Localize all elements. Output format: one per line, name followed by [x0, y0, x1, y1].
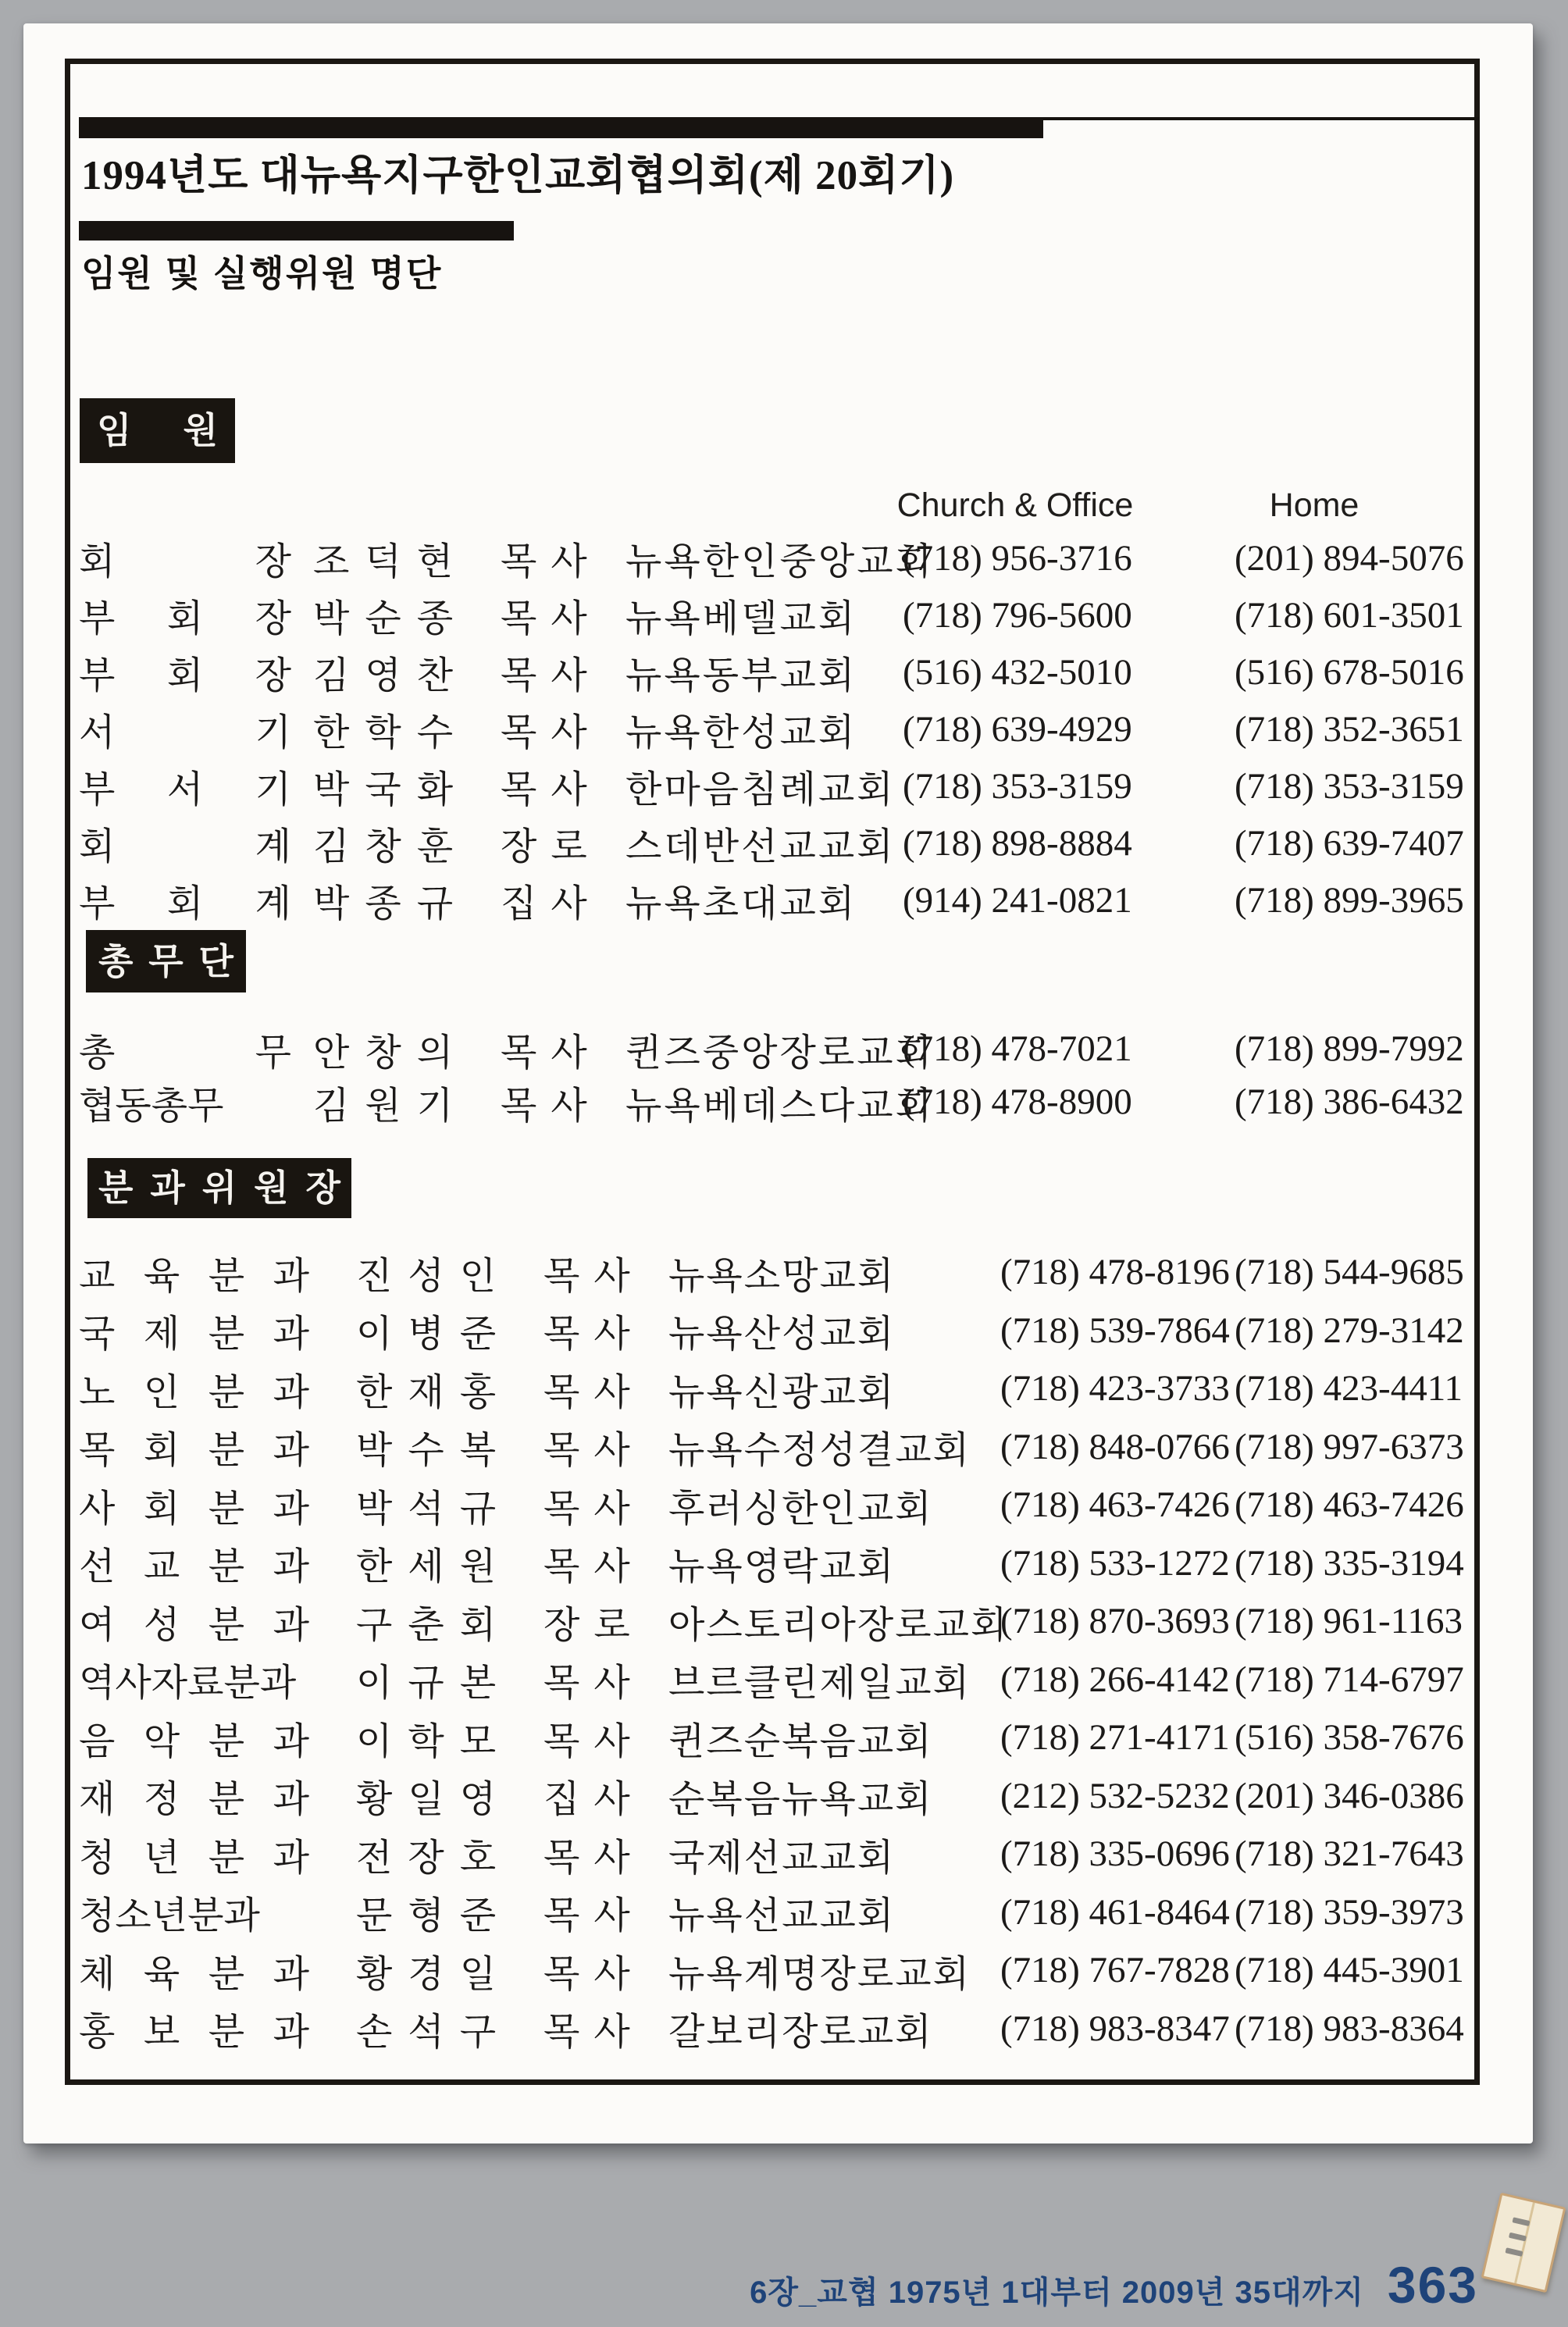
cell-name: 박수복	[356, 1430, 512, 1472]
page-subtitle: 임원 및 실행위원 명단	[81, 253, 443, 294]
cell-home: (718) 352-3651	[1235, 708, 1464, 750]
cell-office: (718) 639-4929	[903, 708, 1132, 750]
cell-church: 뉴욕베데스다교회	[625, 1085, 934, 1127]
cell-home: (718) 601-3501	[1235, 594, 1464, 636]
cell-office: (718) 983-8347	[1000, 2008, 1230, 2049]
cell-office: (718) 463-7426	[1000, 1484, 1230, 1526]
cell-name: 박석규	[356, 1488, 512, 1530]
cell-ttl: 목사	[501, 541, 601, 583]
cell-church: 뉴욕수정성결교회	[668, 1430, 971, 1472]
cell-church: 뉴욕신광교회	[668, 1371, 896, 1413]
cell-name: 진성인	[356, 1255, 512, 1297]
cell-home: (718) 544-9685	[1235, 1252, 1464, 1293]
cell-role: 홍 보 분 과	[79, 2012, 309, 2054]
table-row	[79, 1476, 1492, 1534]
cell-ttl: 목사	[543, 1895, 644, 1937]
cell-role: 사 회 분 과	[79, 1488, 309, 1530]
cell-role: 음 악 분 과	[79, 1720, 309, 1762]
cell-ttl: 목사	[543, 1720, 644, 1762]
cell-ttl: 목사	[543, 1837, 644, 1879]
cell-name: 이병준	[356, 1313, 512, 1356]
cell-role: 부 회 계	[79, 883, 291, 925]
cell-role: 총 무	[79, 1032, 291, 1074]
cell-home: (718) 359-3973	[1235, 1891, 1464, 1933]
cell-home: (718) 714-6797	[1235, 1659, 1464, 1700]
cell-home: (718) 279-3142	[1235, 1310, 1464, 1351]
cell-role: 청소년분과	[79, 1895, 260, 1937]
cell-office: (914) 241-0821	[903, 879, 1132, 921]
cell-church: 뉴욕베델교회	[625, 598, 857, 640]
cell-name: 손석구	[356, 2012, 512, 2054]
cell-role: 교 육 분 과	[79, 1255, 309, 1297]
cell-home: (201) 894-5076	[1235, 537, 1464, 579]
cell-office: (718) 767-7828	[1000, 1950, 1230, 1991]
cell-home: (516) 678-5016	[1235, 651, 1464, 693]
cell-ttl: 목사	[543, 1371, 644, 1413]
cell-home: (718) 961-1163	[1235, 1601, 1463, 1642]
cell-ttl: 장로	[543, 1604, 644, 1646]
cell-church: 한마음침례교회	[625, 769, 896, 811]
cell-church: 뉴욕동부교회	[625, 655, 857, 697]
cell-church: 스데반선교교회	[625, 826, 896, 868]
book-text-mark	[1509, 2233, 1527, 2242]
cell-role: 역사자료분과	[79, 1662, 297, 1705]
cell-church: 뉴욕소망교회	[668, 1255, 896, 1297]
cell-office: (718) 271-4171	[1000, 1717, 1230, 1759]
table-row	[79, 1243, 1492, 1302]
cell-ttl: 목사	[543, 1662, 644, 1705]
table-row	[79, 643, 1492, 700]
cell-church: 국제선교교회	[668, 1837, 896, 1879]
column-header-home: Home	[1269, 486, 1360, 524]
cell-church: 뉴욕영락교회	[668, 1546, 896, 1588]
cell-role: 국 제 분 과	[79, 1313, 309, 1356]
cell-ttl: 목사	[543, 1313, 644, 1356]
cell-role: 회 계	[79, 826, 291, 868]
cell-role: 부 서 기	[79, 769, 291, 811]
cell-name: 김원기	[313, 1085, 469, 1127]
cell-name: 김영찬	[313, 655, 469, 697]
committee-table	[79, 1243, 1492, 2058]
cell-role: 서 기	[79, 712, 291, 754]
table-row	[79, 1075, 1492, 1128]
cell-name: 한세원	[356, 1546, 512, 1588]
cell-ttl: 목사	[501, 1085, 601, 1127]
cell-office: (718) 478-7021	[903, 1028, 1132, 1069]
cell-name: 한재홍	[356, 1371, 512, 1413]
cell-home: (718) 997-6373	[1235, 1426, 1464, 1467]
cell-role: 부 회 장	[79, 655, 291, 697]
table-row	[79, 1359, 1492, 1418]
cell-office: (212) 532-5232	[1000, 1775, 1230, 1816]
cell-ttl: 목사	[501, 712, 601, 754]
cell-church: 퀸즈중앙장로교회	[625, 1032, 934, 1074]
footer-caption: 6장_교협 1975년 1대부터 2009년 35대까지	[750, 2275, 1364, 2310]
cell-role: 목 회 분 과	[79, 1430, 309, 1472]
cell-role: 회 장	[79, 541, 291, 583]
cell-office: (718) 478-8900	[903, 1082, 1132, 1122]
cell-name: 조덕현	[313, 541, 469, 583]
cell-role: 재 정 분 과	[79, 1779, 309, 1821]
cell-role: 부 회 장	[79, 598, 291, 640]
cell-church: 뉴욕한성교회	[625, 712, 857, 754]
cell-office: (718) 461-8464	[1000, 1891, 1230, 1933]
title-top-rule	[1043, 117, 1479, 120]
cell-church: 뉴욕계명장로교회	[668, 1953, 971, 1995]
officers-table	[79, 529, 1492, 928]
page-title: 1994년도 대뉴욕지구한인교회협의회(제 20회기)	[81, 153, 955, 198]
open-book-icon	[1481, 2193, 1566, 2293]
cell-home: (718) 899-3965	[1235, 879, 1464, 921]
cell-church: 뉴욕한인중앙교회	[625, 541, 934, 583]
cell-church: 뉴욕산성교회	[668, 1313, 896, 1356]
table-row	[79, 1592, 1492, 1651]
cell-name: 문형준	[356, 1895, 512, 1937]
cell-role: 노 인 분 과	[79, 1371, 309, 1413]
cell-home: (718) 639-7407	[1235, 822, 1464, 864]
table-row	[79, 586, 1492, 643]
book-spine	[1514, 2202, 1535, 2283]
column-header-church-office: Church & Office	[896, 486, 1134, 524]
table-row	[79, 1941, 1492, 2000]
cell-home: (718) 463-7426	[1235, 1484, 1464, 1526]
table-row	[79, 1418, 1492, 1477]
cell-home: (718) 423-4411	[1235, 1368, 1463, 1409]
table-row	[79, 871, 1492, 928]
cell-church: 순복음뉴욕교회	[668, 1779, 933, 1821]
cell-ttl: 목사	[543, 1430, 644, 1472]
table-row	[79, 529, 1492, 586]
cell-name: 박국화	[313, 769, 469, 811]
table-row	[79, 757, 1492, 814]
table-row	[79, 700, 1492, 757]
cell-name: 이규본	[356, 1662, 512, 1705]
cell-church: 뉴욕선교교회	[668, 1895, 896, 1937]
table-row	[79, 1709, 1492, 1767]
table-row	[79, 1022, 1492, 1075]
cell-office: (718) 796-5600	[903, 594, 1132, 636]
cell-ttl: 장로	[501, 826, 601, 868]
cell-role: 협동총무	[79, 1085, 224, 1127]
cell-ttl: 목사	[543, 1255, 644, 1297]
table-row	[79, 1534, 1492, 1593]
cell-home: (718) 445-3901	[1235, 1950, 1464, 1991]
cell-office: (718) 266-4142	[1000, 1659, 1230, 1700]
cell-office: (718) 335-0696	[1000, 1833, 1230, 1875]
cell-ttl: 목사	[501, 769, 601, 811]
table-row	[79, 2000, 1492, 2058]
cell-name: 황일영	[356, 1779, 512, 1821]
cell-office: (516) 432-5010	[903, 651, 1132, 693]
cell-home: (718) 353-3159	[1235, 765, 1464, 807]
cell-home: (201) 346-0386	[1235, 1775, 1464, 1816]
cell-ttl: 목사	[501, 598, 601, 640]
cell-ttl: 집사	[501, 883, 601, 925]
cell-home: (718) 335-3194	[1235, 1542, 1464, 1584]
cell-church: 퀸즈순복음교회	[668, 1720, 933, 1762]
cell-ttl: 목사	[543, 1546, 644, 1588]
table-row	[79, 1302, 1492, 1360]
scanned-page	[23, 23, 1533, 2143]
cell-home: (718) 386-6432	[1235, 1082, 1464, 1122]
title-top-bar	[79, 117, 1043, 138]
cell-office: (718) 533-1272	[1000, 1542, 1230, 1584]
cell-office: (718) 423-3733	[1000, 1368, 1230, 1409]
table-row	[79, 814, 1492, 871]
table-row	[79, 1825, 1492, 1883]
cell-church: 뉴욕초대교회	[625, 883, 857, 925]
secretariat-table	[79, 1022, 1492, 1128]
cell-home: (718) 983-8364	[1235, 2008, 1464, 2049]
cell-church: 아스토리아장로교회	[668, 1604, 1009, 1646]
cell-name: 황경일	[356, 1953, 512, 1995]
cell-ttl: 목사	[501, 655, 601, 697]
cell-name: 안창의	[313, 1032, 469, 1074]
cell-ttl: 목사	[543, 1953, 644, 1995]
cell-church: 갈보리장로교회	[668, 2012, 933, 2054]
cell-ttl: 목사	[543, 2012, 644, 2054]
cell-ttl: 집사	[543, 1779, 644, 1821]
subtitle-top-bar	[79, 221, 514, 241]
cell-office: (718) 870-3693	[1000, 1601, 1230, 1642]
table-row	[79, 1767, 1492, 1826]
section-heading-officers: 임 원	[80, 398, 235, 463]
cell-office: (718) 353-3159	[903, 765, 1132, 807]
section-heading-committee: 분 과 위 원 장	[87, 1158, 351, 1218]
cell-ttl: 목사	[543, 1488, 644, 1530]
table-row	[79, 1651, 1492, 1709]
table-row	[79, 1883, 1492, 1942]
cell-church: 후러싱한인교회	[668, 1488, 933, 1530]
cell-office: (718) 539-7864	[1000, 1310, 1230, 1351]
cell-ttl: 목사	[501, 1032, 601, 1074]
cell-role: 여 성 분 과	[79, 1604, 309, 1646]
cell-name: 구춘회	[356, 1604, 512, 1646]
cell-home: (718) 899-7992	[1235, 1028, 1464, 1069]
cell-name: 이학모	[356, 1720, 512, 1762]
cell-home: (516) 358-7676	[1235, 1717, 1464, 1759]
cell-office: (718) 898-8884	[903, 822, 1132, 864]
cell-name: 전장호	[356, 1837, 512, 1879]
cell-name: 박종규	[313, 883, 469, 925]
cell-name: 박순종	[313, 598, 469, 640]
cell-office: (718) 478-8196	[1000, 1252, 1230, 1293]
cell-office: (718) 956-3716	[903, 537, 1132, 579]
footer	[750, 2255, 1478, 2315]
cell-role: 청 년 분 과	[79, 1837, 309, 1879]
cell-role: 체 육 분 과	[79, 1953, 309, 1995]
cell-role: 선 교 분 과	[79, 1546, 309, 1588]
cell-home: (718) 321-7643	[1235, 1833, 1464, 1875]
cell-office: (718) 848-0766	[1000, 1426, 1230, 1467]
footer-page-number: 363	[1387, 2256, 1478, 2314]
cell-church: 브르클린제일교회	[668, 1662, 971, 1705]
section-heading-secretariat: 총 무 단	[86, 930, 246, 992]
cell-name: 한학수	[313, 712, 469, 754]
book-text-mark	[1505, 2247, 1523, 2257]
cell-name: 김창훈	[313, 826, 469, 868]
book-text-mark	[1512, 2217, 1530, 2226]
